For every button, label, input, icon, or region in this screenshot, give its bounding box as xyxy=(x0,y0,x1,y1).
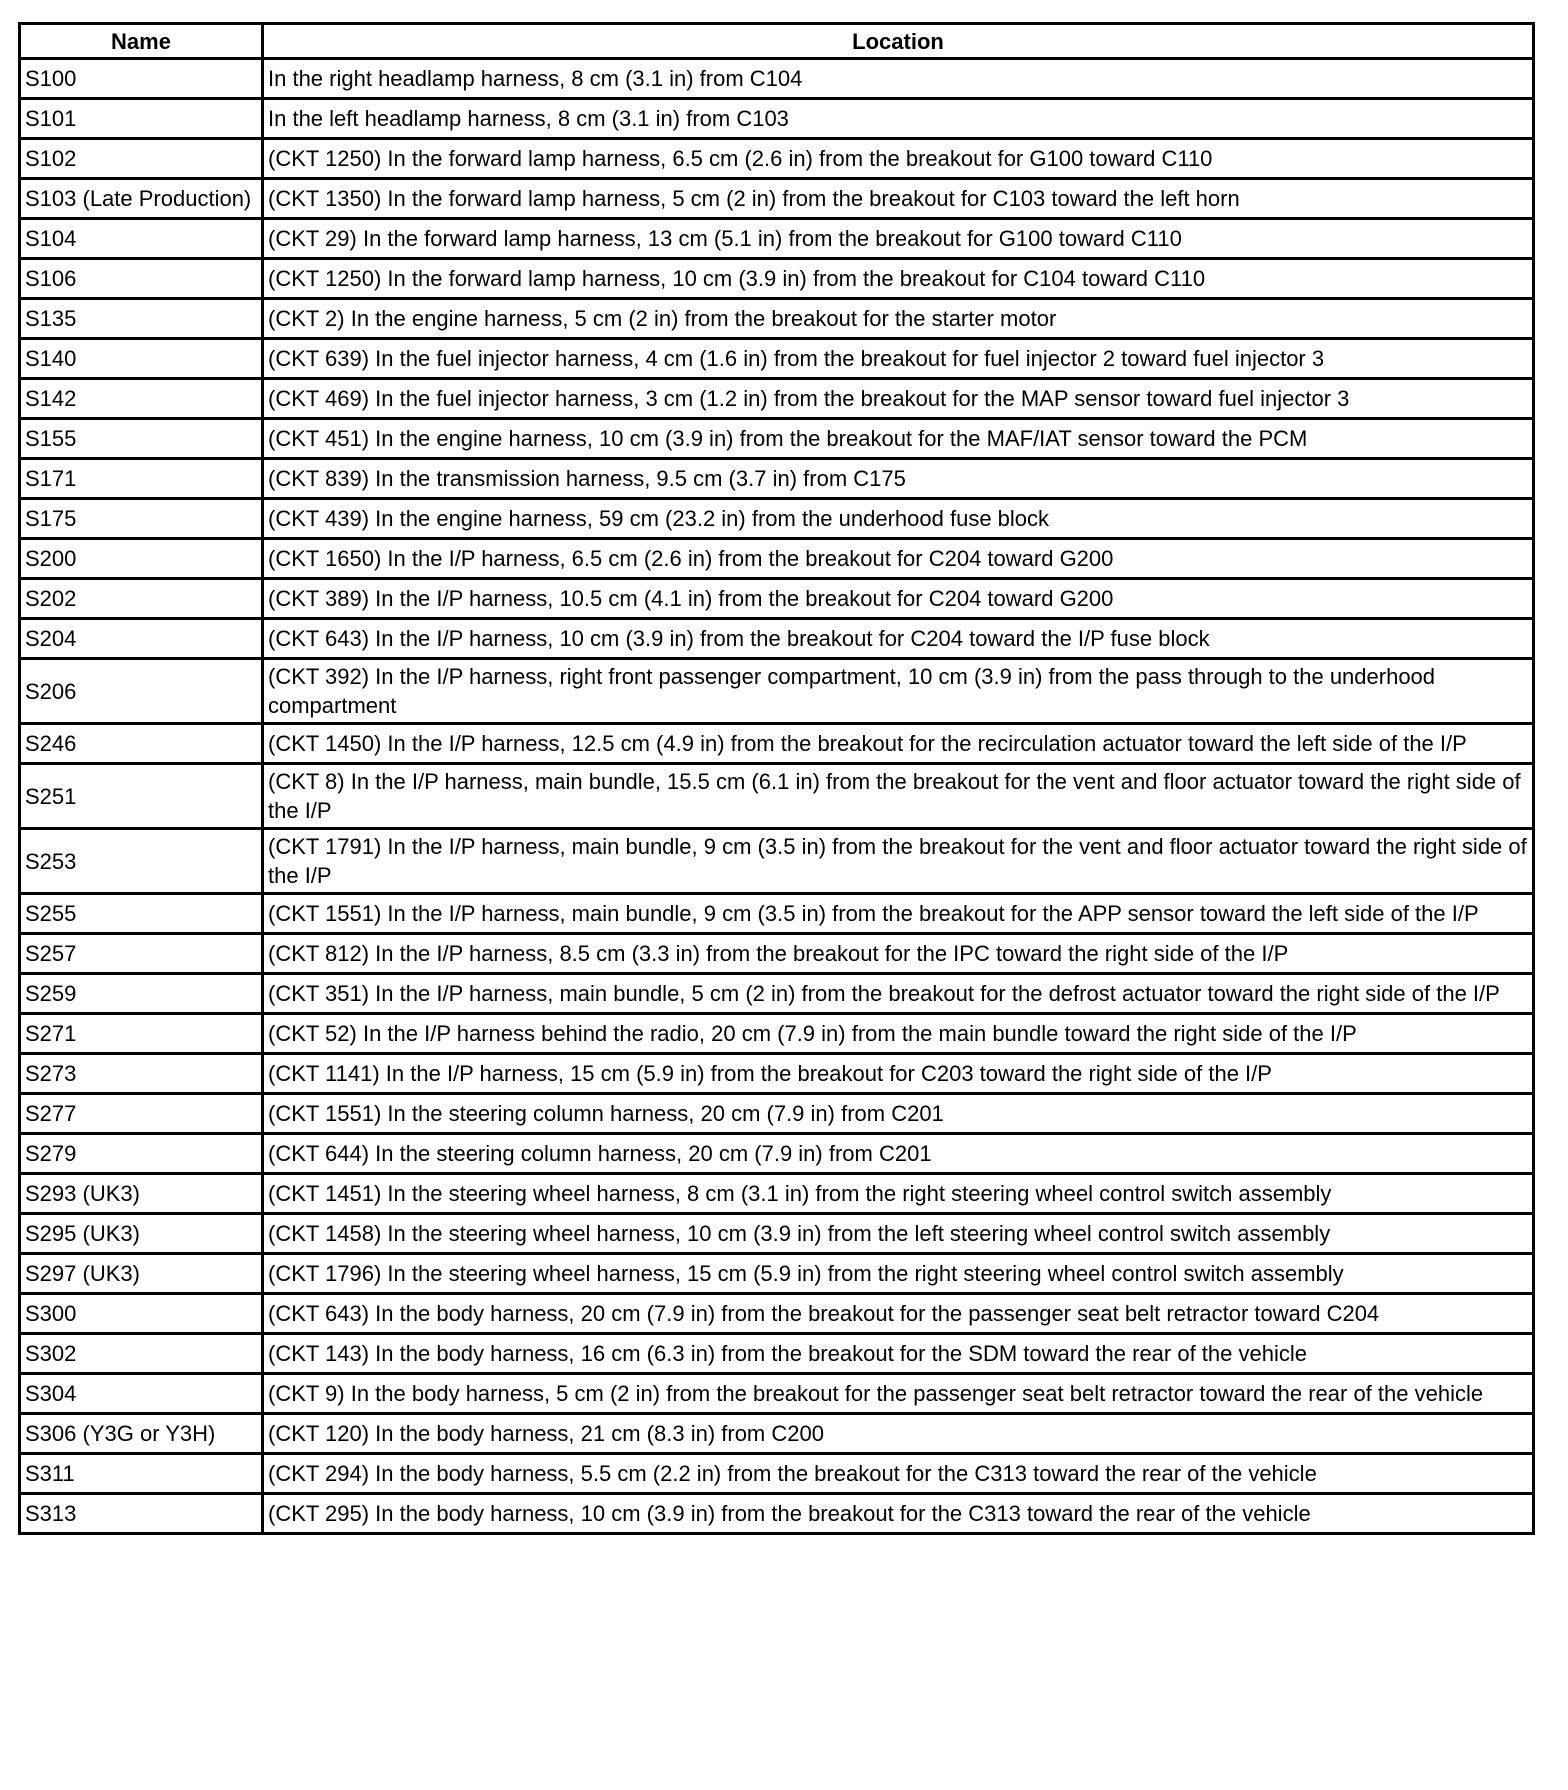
splice-location-cell: (CKT 1551) In the steering column harness, 20 cm (7.9 in) from C201 xyxy=(263,1094,1534,1134)
column-header-location: Location xyxy=(263,24,1534,59)
table-row xyxy=(20,459,1534,499)
splice-name-cell: S246 xyxy=(20,724,263,764)
splice-location-cell: (CKT 1791) In the I/P harness, main bundle, 9 cm (3.5 in) from the breakout for the vent and floor actuator toward the right side of the I/P xyxy=(263,829,1534,894)
splice-name-cell: S200 xyxy=(20,539,263,579)
splice-location-cell: (CKT 295) In the body harness, 10 cm (3.9 in) from the breakout for the C313 toward the rear of the vehicle xyxy=(263,1494,1534,1534)
table-row xyxy=(20,724,1534,764)
table-row xyxy=(20,499,1534,539)
table-row xyxy=(20,1174,1534,1214)
splice-name-cell: S104 xyxy=(20,219,263,259)
splice-location-cell: In the left headlamp harness, 8 cm (3.1 in) from C103 xyxy=(263,99,1534,139)
table-body xyxy=(20,59,1534,1534)
table-row xyxy=(20,1334,1534,1374)
splice-name-cell: S175 xyxy=(20,499,263,539)
splice-name-cell: S106 xyxy=(20,259,263,299)
splice-name-cell: S306 (Y3G or Y3H) xyxy=(20,1414,263,1454)
splice-location-cell: In the right headlamp harness, 8 cm (3.1 in) from C104 xyxy=(263,59,1534,99)
splice-location-cell: (CKT 644) In the steering column harness, 20 cm (7.9 in) from C201 xyxy=(263,1134,1534,1174)
splice-location-table xyxy=(18,22,1535,1535)
splice-name-cell: S302 xyxy=(20,1334,263,1374)
splice-name-cell: S140 xyxy=(20,339,263,379)
splice-name-cell: S311 xyxy=(20,1454,263,1494)
table-row xyxy=(20,1054,1534,1094)
table-row xyxy=(20,619,1534,659)
table-row xyxy=(20,829,1534,894)
splice-name-cell: S100 xyxy=(20,59,263,99)
table-row xyxy=(20,379,1534,419)
splice-name-cell: S103 (Late Production) xyxy=(20,179,263,219)
splice-name-cell: S102 xyxy=(20,139,263,179)
splice-location-cell: (CKT 1450) In the I/P harness, 12.5 cm (4.9 in) from the breakout for the recirculation actuator toward the left side of the I/P xyxy=(263,724,1534,764)
splice-name-cell: S313 xyxy=(20,1494,263,1534)
table-row xyxy=(20,1494,1534,1534)
splice-name-cell: S259 xyxy=(20,974,263,1014)
splice-location-cell: (CKT 9) In the body harness, 5 cm (2 in) from the breakout for the passenger seat belt retractor toward the rear of the vehicle xyxy=(263,1374,1534,1414)
table-row xyxy=(20,419,1534,459)
splice-location-cell: (CKT 389) In the I/P harness, 10.5 cm (4.1 in) from the breakout for C204 toward G200 xyxy=(263,579,1534,619)
table-row xyxy=(20,1254,1534,1294)
table-row xyxy=(20,139,1534,179)
splice-location-cell: (CKT 52) In the I/P harness behind the radio, 20 cm (7.9 in) from the main bundle toward the right side of the I/P xyxy=(263,1014,1534,1054)
splice-name-cell: S257 xyxy=(20,934,263,974)
table-row xyxy=(20,99,1534,139)
splice-name-cell: S295 (UK3) xyxy=(20,1214,263,1254)
table-row xyxy=(20,219,1534,259)
splice-name-cell: S304 xyxy=(20,1374,263,1414)
splice-name-cell: S142 xyxy=(20,379,263,419)
splice-location-cell: (CKT 1451) In the steering wheel harness, 8 cm (3.1 in) from the right steering wheel control switch assembly xyxy=(263,1174,1534,1214)
splice-location-cell: (CKT 1350) In the forward lamp harness, 5 cm (2 in) from the breakout for C103 toward the left horn xyxy=(263,179,1534,219)
table-row xyxy=(20,894,1534,934)
table-row xyxy=(20,974,1534,1014)
splice-location-cell: (CKT 451) In the engine harness, 10 cm (3.9 in) from the breakout for the MAF/IAT sensor toward the PCM xyxy=(263,419,1534,459)
table-row xyxy=(20,1294,1534,1334)
splice-location-cell: (CKT 392) In the I/P harness, right front passenger compartment, 10 cm (3.9 in) from the pass through to the underhood compartment xyxy=(263,659,1534,724)
table-row xyxy=(20,934,1534,974)
table-row xyxy=(20,59,1534,99)
splice-location-cell: (CKT 351) In the I/P harness, main bundle, 5 cm (2 in) from the breakout for the defrost actuator toward the right side of the I/P xyxy=(263,974,1534,1014)
table-row xyxy=(20,1454,1534,1494)
splice-location-cell: (CKT 439) In the engine harness, 59 cm (23.2 in) from the underhood fuse block xyxy=(263,499,1534,539)
splice-name-cell: S255 xyxy=(20,894,263,934)
splice-name-cell: S204 xyxy=(20,619,263,659)
splice-name-cell: S297 (UK3) xyxy=(20,1254,263,1294)
table-row xyxy=(20,1414,1534,1454)
column-header-name: Name xyxy=(20,24,263,59)
table-row xyxy=(20,1134,1534,1174)
header-row xyxy=(20,24,1534,59)
splice-location-cell: (CKT 1250) In the forward lamp harness, 6.5 cm (2.6 in) from the breakout for G100 toward C110 xyxy=(263,139,1534,179)
splice-location-cell: (CKT 1796) In the steering wheel harness, 15 cm (5.9 in) from the right steering wheel control switch assembly xyxy=(263,1254,1534,1294)
splice-location-cell: (CKT 639) In the fuel injector harness, 4 cm (1.6 in) from the breakout for fuel injector 2 toward fuel injector 3 xyxy=(263,339,1534,379)
table-row xyxy=(20,764,1534,829)
splice-location-cell: (CKT 1458) In the steering wheel harness, 10 cm (3.9 in) from the left steering wheel control switch assembly xyxy=(263,1214,1534,1254)
splice-name-cell: S171 xyxy=(20,459,263,499)
splice-location-cell: (CKT 1650) In the I/P harness, 6.5 cm (2.6 in) from the breakout for C204 toward G200 xyxy=(263,539,1534,579)
table-row xyxy=(20,339,1534,379)
splice-location-cell: (CKT 1551) In the I/P harness, main bundle, 9 cm (3.5 in) from the breakout for the APP sensor toward the left side of the I/P xyxy=(263,894,1534,934)
splice-name-cell: S277 xyxy=(20,1094,263,1134)
splice-name-cell: S293 (UK3) xyxy=(20,1174,263,1214)
splice-location-cell: (CKT 29) In the forward lamp harness, 13 cm (5.1 in) from the breakout for G100 toward C110 xyxy=(263,219,1534,259)
splice-location-cell: (CKT 2) In the engine harness, 5 cm (2 in) from the breakout for the starter motor xyxy=(263,299,1534,339)
splice-location-cell: (CKT 294) In the body harness, 5.5 cm (2.2 in) from the breakout for the C313 toward the rear of the vehicle xyxy=(263,1454,1534,1494)
table-header xyxy=(20,24,1534,59)
splice-location-cell: (CKT 1250) In the forward lamp harness, 10 cm (3.9 in) from the breakout for C104 toward C110 xyxy=(263,259,1534,299)
splice-name-cell: S300 xyxy=(20,1294,263,1334)
splice-location-cell: (CKT 643) In the I/P harness, 10 cm (3.9 in) from the breakout for C204 toward the I/P fuse block xyxy=(263,619,1534,659)
table-row xyxy=(20,259,1534,299)
splice-name-cell: S253 xyxy=(20,829,263,894)
splice-name-cell: S273 xyxy=(20,1054,263,1094)
splice-name-cell: S101 xyxy=(20,99,263,139)
splice-location-cell: (CKT 1141) In the I/P harness, 15 cm (5.9 in) from the breakout for C203 toward the right side of the I/P xyxy=(263,1054,1534,1094)
table-row xyxy=(20,659,1534,724)
table-row xyxy=(20,1214,1534,1254)
splice-location-cell: (CKT 469) In the fuel injector harness, 3 cm (1.2 in) from the breakout for the MAP sensor toward fuel injector 3 xyxy=(263,379,1534,419)
table-row xyxy=(20,1374,1534,1414)
splice-name-cell: S155 xyxy=(20,419,263,459)
splice-location-cell: (CKT 120) In the body harness, 21 cm (8.3 in) from C200 xyxy=(263,1414,1534,1454)
splice-location-cell: (CKT 8) In the I/P harness, main bundle, 15.5 cm (6.1 in) from the breakout for the vent and floor actuator toward the right side of the I/P xyxy=(263,764,1534,829)
splice-name-cell: S251 xyxy=(20,764,263,829)
splice-location-document xyxy=(18,22,1532,1535)
table-row xyxy=(20,1014,1534,1054)
splice-location-cell: (CKT 143) In the body harness, 16 cm (6.3 in) from the breakout for the SDM toward the rear of the vehicle xyxy=(263,1334,1534,1374)
table-row xyxy=(20,1094,1534,1134)
splice-location-cell: (CKT 812) In the I/P harness, 8.5 cm (3.3 in) from the breakout for the IPC toward the right side of the I/P xyxy=(263,934,1534,974)
table-row xyxy=(20,299,1534,339)
splice-name-cell: S202 xyxy=(20,579,263,619)
splice-location-cell: (CKT 643) In the body harness, 20 cm (7.9 in) from the breakout for the passenger seat belt retractor toward C204 xyxy=(263,1294,1534,1334)
splice-location-cell: (CKT 839) In the transmission harness, 9.5 cm (3.7 in) from C175 xyxy=(263,459,1534,499)
table-row xyxy=(20,179,1534,219)
splice-name-cell: S206 xyxy=(20,659,263,724)
splice-name-cell: S279 xyxy=(20,1134,263,1174)
table-row xyxy=(20,579,1534,619)
table-row xyxy=(20,539,1534,579)
splice-name-cell: S135 xyxy=(20,299,263,339)
splice-name-cell: S271 xyxy=(20,1014,263,1054)
